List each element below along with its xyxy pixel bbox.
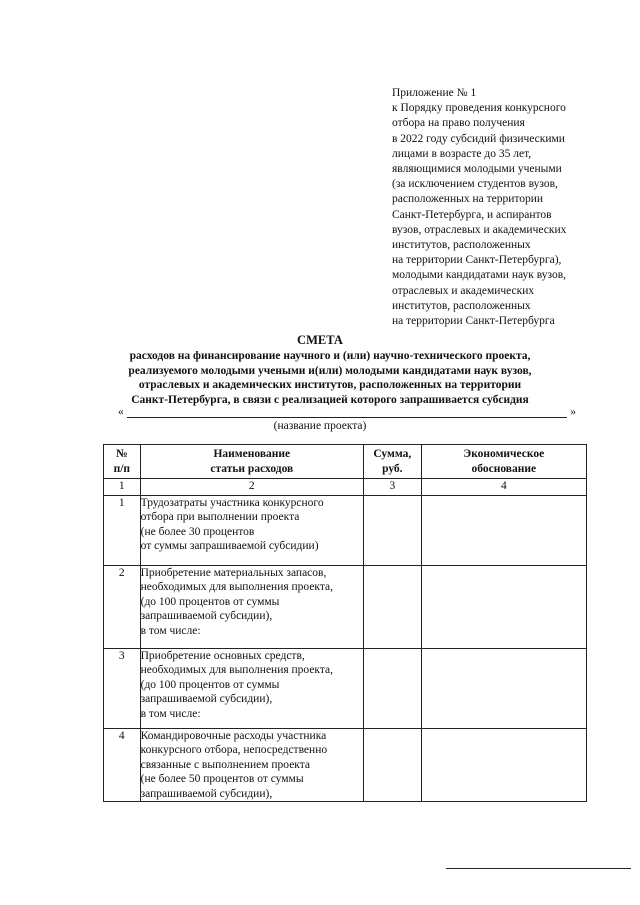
sum-cell[interactable] — [364, 649, 422, 729]
sum-cell[interactable] — [364, 729, 422, 802]
header-text: статьи расходов — [210, 462, 294, 475]
row-number: 2 — [104, 566, 141, 649]
table-header-row — [104, 445, 587, 479]
justification-cell[interactable] — [421, 496, 586, 566]
header-number — [104, 445, 141, 479]
appendix-line: лицами в возрасте до 35 лет, — [392, 147, 532, 160]
subtitle-line: отраслевых и академических институтов, расположенных на территории — [138, 379, 522, 392]
header-text: Наименование — [213, 448, 291, 461]
table-row — [104, 566, 587, 649]
appendix-line: на территории Санкт-Петербурга), — [392, 254, 562, 267]
column-number: 2 — [140, 479, 363, 496]
appendix-line: Санкт-Петербурга, и аспирантов — [392, 208, 552, 221]
sum-cell[interactable] — [364, 496, 422, 566]
appendix-line: на территории Санкт-Петербурга — [392, 315, 555, 328]
item-line: от суммы запрашиваемой субсидии) — [140, 540, 319, 553]
appendix-line: отраслевых и академических — [392, 284, 535, 297]
document-title: СМЕТА — [297, 333, 343, 347]
appendix-line: Приложение № 1 — [392, 87, 477, 99]
sum-cell[interactable] — [364, 566, 422, 649]
appendix-line: вузов, отраслевых и академических — [392, 223, 567, 236]
row-number: 1 — [104, 496, 141, 566]
table-row — [104, 496, 587, 566]
item-line: необходимых для выполнения проекта, — [140, 581, 334, 594]
subtitle-line: реализуемого молодыми учеными и(или) молодыми кандидатами наук вузов, — [128, 364, 532, 377]
header-sum — [364, 445, 422, 479]
subtitle-line: Санкт-Петербурга, в связи с реализацией которого запрашивается субсидия — [131, 393, 529, 406]
appendix-line: расположенных на территории — [392, 193, 544, 206]
project-name-caption: (название проекта) — [273, 420, 367, 432]
row-item-name — [140, 566, 363, 649]
appendix-line: в 2022 году субсидий физическими — [392, 132, 565, 145]
open-quote: « — [118, 406, 124, 418]
item-line: Приобретение основных средств, — [140, 650, 305, 662]
header-text: руб. — [382, 462, 403, 475]
appendix-line: институтов, расположенных — [392, 239, 531, 252]
header-justification — [421, 445, 586, 479]
row-number: 3 — [104, 649, 141, 729]
close-quote: » — [570, 406, 576, 418]
appendix-line: (за исключением студентов вузов, — [392, 178, 558, 191]
item-line: Приобретение материальных запасов, — [140, 567, 327, 579]
header-text: Экономическое — [463, 448, 545, 461]
justification-cell[interactable] — [421, 649, 586, 729]
header-text: № — [116, 448, 128, 461]
item-line: отбора при выполнении проекта — [140, 511, 300, 524]
header-item-name — [140, 445, 363, 479]
appendix-block — [392, 86, 622, 329]
estimate-table — [103, 444, 587, 802]
table-row — [104, 729, 587, 802]
subtitle-line: расходов на финансирование научного и (или) научно-технического проекта, — [129, 350, 531, 362]
item-line: запрашиваемой субсидии), — [140, 693, 273, 706]
item-line: в том числе: — [140, 624, 201, 637]
column-number-row — [104, 479, 587, 496]
header-text: Сумма, — [373, 448, 412, 461]
appendix-line: являющимися молодыми учеными — [392, 163, 562, 176]
item-line: конкурсного отбора, непосредственно — [140, 744, 328, 757]
appendix-line: к Порядку проведения конкурсного — [392, 102, 566, 115]
appendix-line: институтов, расположенных — [392, 299, 531, 312]
row-number: 4 — [104, 729, 141, 802]
header-text: обоснование — [471, 462, 537, 475]
item-line: запрашиваемой субсидии), — [140, 787, 273, 800]
appendix-line: отбора на право получения — [392, 117, 525, 130]
justification-cell[interactable] — [421, 729, 586, 802]
footer-rule — [446, 868, 631, 869]
item-line: (до 100 процентов от суммы — [140, 678, 280, 691]
row-item-name — [140, 729, 363, 802]
header-text: п/п — [113, 462, 131, 475]
item-line: (не более 30 процентов — [140, 525, 255, 538]
project-name-underline — [127, 417, 567, 418]
column-number: 1 — [104, 479, 141, 496]
row-item-name — [140, 649, 363, 729]
row-item-name — [140, 496, 363, 566]
item-line: (до 100 процентов от суммы — [140, 595, 280, 608]
item-line: Командировочные расходы участника — [140, 730, 327, 742]
column-number: 4 — [421, 479, 586, 496]
item-line: запрашиваемой субсидии), — [140, 610, 273, 623]
justification-cell[interactable] — [421, 566, 586, 649]
table-row — [104, 649, 587, 729]
document-subtitle — [90, 349, 570, 407]
item-line: (не более 50 процентов от суммы — [140, 773, 304, 786]
item-line: связанные с выполнением проекта — [140, 758, 310, 771]
item-line: необходимых для выполнения проекта, — [140, 664, 334, 677]
project-name-field[interactable] — [118, 406, 576, 420]
column-number: 3 — [364, 479, 422, 496]
appendix-line: молодыми кандидатами наук вузов, — [392, 269, 567, 282]
item-line: в том числе: — [140, 707, 201, 720]
item-line: Трудозатраты участника конкурсного — [140, 497, 324, 509]
